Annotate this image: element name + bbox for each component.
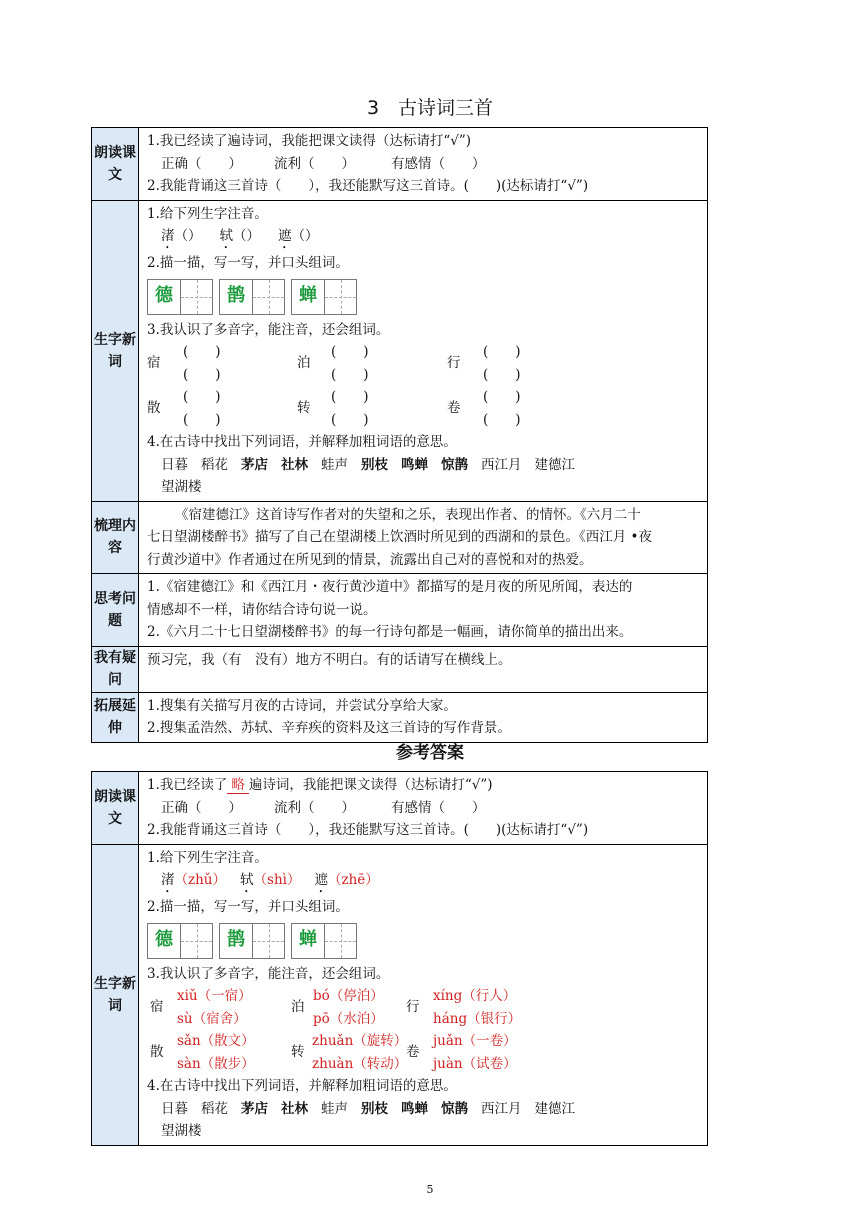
read-line-1: 1.我已经读了遍诗词，我能把课文读得（达标请打“√”): [147, 133, 472, 149]
polyphone-group: 宿 ( ) ( ): [147, 344, 221, 383]
read-line-2: 正确（ ） 流利（ ） 有感情（ ）: [161, 799, 486, 816]
polyphone-group: 散 ( ) ( ): [147, 389, 221, 428]
read-line-3: 2.我能背诵这三首诗（ ），我还能默写这三首诗。( )(达标请打“√”): [147, 822, 589, 838]
think-section: 1.《宿建德江》和《西江月・夜行黄沙道中》都描写的是月夜的所见所闻，表达的 情感却不一样，请你结合诗句说一说。 2.《六月二十七日望湖楼醉书》的每一行诗句都是一幅画，请你简单的描出出来。: [139, 574, 708, 647]
label-extend: 拓展延伸: [92, 692, 139, 742]
vocab-q1: 1.给下列生字注音。: [147, 205, 268, 222]
polyphone-row: [147, 386, 701, 431]
vocab-q1-items: 渚（） 轼（） 遮（）: [161, 228, 319, 244]
worksheet-table: [91, 127, 708, 743]
polyphone-group: 卷 ( ) ( ): [447, 389, 521, 428]
vocab-q4-last: 望湖楼: [161, 479, 202, 495]
read-line-3: 2.我能背诵这三首诗（ ），我还能默写这三首诗。( )(达标请打“√”): [147, 178, 589, 194]
vocab-q4: 4.在古诗中找出下列词语，并解释加粗词语的意思。: [147, 434, 457, 450]
tracing-grid: 鹊: [219, 923, 285, 959]
read-line-2: 正确（ ） 流利（ ） 有感情（ ）: [161, 155, 486, 172]
tracing-grid: 蝉: [291, 279, 357, 315]
polyphone-answer: 转 zhuǎn（旋转） zhuàn（转动）: [291, 1033, 408, 1072]
answers-title: 参考答案: [396, 743, 464, 763]
polyphone-row: [147, 341, 701, 386]
polyphone-answer: 宿 xiǔ（一宿） sù（宿舍）: [150, 988, 252, 1027]
label-read: 朗读课文: [92, 772, 139, 845]
vocab-q4-words: 日暮 稻花 茅店 社林 蛙声 别枝 鸣蝉 惊鹊 西江月 建德江: [161, 1100, 575, 1117]
vocab-section: 1.给下列生字注音。 渚（zhǔ） 轼（shì） 遮（zhē） 2.描一描，写一写，并口头组词。 德 鹊 蝉 3.我认识了多音字，能注音，还会组词。 宿 xiǔ（一宿） sù（宿舍） 泊 bó（停泊） pō（水泊） 行 xíng（行人） háng（银行） 散 sǎn（散文） sàn（散步） 转 zhuǎn（旋转） zhuàn（转动） 卷 juǎn（一卷） juàn（试卷） 4.在古诗中找出下列词语，并解释加粗词语的意思。 日暮 稻花 茅店 社林 蛙声 别枝 鸣蝉 惊鹊 西江月 建德江 望湖楼: [139, 844, 708, 1145]
polyphone-group: 泊 ( ) ( ): [297, 344, 369, 383]
label-read: 朗读课文: [92, 128, 139, 201]
polyphone-answer-row: [147, 1030, 701, 1075]
polyphone-answer: 卷 juǎn（一卷） juàn（试卷）: [406, 1033, 517, 1072]
answer-table: [91, 771, 708, 1146]
polyphone-answer: 散 sǎn（散文） sàn（散步）: [150, 1033, 255, 1072]
answer-value: （zhǔ）: [174, 872, 227, 888]
label-doubt: 我有疑问: [92, 646, 139, 692]
extend-section: 1.搜集有关描写月夜的古诗词，并尝试分享给大家。 2.搜集孟浩然、苏轼、辛弃疾的资料及这三首诗的写作背景。: [139, 692, 708, 742]
polyphone-answer-row: [147, 985, 701, 1030]
tracing-grid: 德: [147, 279, 213, 315]
tracing-grids: [147, 923, 701, 959]
tracing-grid: 鹊: [219, 279, 285, 315]
label-vocab: 生字新词: [92, 200, 139, 501]
answer-value: （shì）: [253, 872, 301, 888]
answer-value: 略: [227, 777, 249, 794]
polyphone-group: 行 ( ) ( ): [447, 344, 521, 383]
polyphone-answer: 行 xíng（行人） háng（银行）: [406, 988, 522, 1027]
vocab-q2: 2.描一描，写一写，并口头组词。: [147, 255, 349, 271]
read-line-1: 1.我已经读了 略 遍诗词，我能把课文读得（达标请打“√”): [147, 777, 493, 793]
answer-value: （zhē）: [327, 872, 379, 888]
label-think: 思考问题: [92, 574, 139, 647]
vocab-q4-words: 日暮 稻花 茅店 社林 蛙声 别枝 鸣蝉 惊鹊 西江月 建德江: [161, 456, 575, 473]
page-number: 5: [426, 1183, 434, 1196]
tracing-grid: 德: [147, 923, 213, 959]
tracing-grid: 蝉: [291, 923, 357, 959]
vocab-q3: 3.我认识了多音字，能注音，还会组词。: [147, 321, 390, 338]
label-vocab: 生字新词: [92, 844, 139, 1145]
read-section: [139, 128, 708, 201]
polyphone-answer: 泊 bó（停泊） pō（水泊）: [291, 988, 384, 1027]
doubt-section: 预习完，我（有 没有）地方不明白。有的话请写在横线上。: [139, 646, 708, 692]
vocab-section: [139, 200, 708, 501]
read-section: [139, 772, 708, 845]
label-sort: 梳理内容: [92, 501, 139, 574]
vocab-q1-answers: 渚（zhǔ） 轼（shì） 遮（zhē）: [161, 872, 379, 888]
polyphone-group: 转 ( ) ( ): [297, 389, 369, 428]
page-title: 3 古诗词三首: [366, 97, 494, 119]
sort-section: 《宿建德江》这首诗写作者对的失望和之乐，表现出作者、的情怀。《六月二十 七日望湖楼醉书》描写了自己在望湖楼上饮酒时所见到的西湖和的景色。《西江月 •夜 行黄沙道中》作者通过在所见到的情景，流露出自己对的喜悦和对的热爱。: [139, 501, 708, 574]
tracing-grids: [147, 279, 701, 315]
